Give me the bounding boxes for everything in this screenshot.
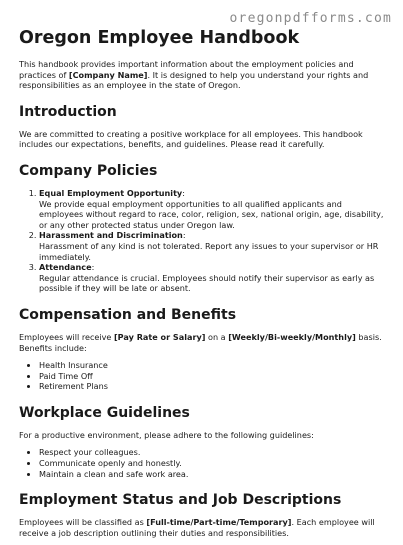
guideline-item: • Maintain a clean and safe work area. [39,469,387,480]
policy-title: Attendance [39,262,92,273]
status-text-after: . Each employee will receive a job description outlining their duties and responsibilities. [19,517,375,538]
guideline-item: • Communicate openly and honestly. [39,458,387,469]
company-name-placeholder: [Company Name] [68,69,148,80]
pay-placeholder: [Pay Rate or Salary] [113,331,206,342]
policy-text: We provide equal employment opportunities to all qualified applicants and employees without regard to race, color, religion, sex, national origin, age, disability, or any other protected status under Oregon law. [39,198,384,230]
page-title: Oregon Employee Handbook [19,28,300,48]
policy-item: 2. Harassment and Discrimination: Harassment of any kind is not tolerated. Report any issues to your supervisor or HR immediately. [39,230,387,262]
introduction-text: We are committed to creating a positive workplace for all employees. This handbook includes our expectations, benefits, and guidelines. Please read it carefully. [19,128,363,150]
compensation-text-after: basis. Benefits include: [19,331,382,353]
compensation-heading: Compensation and Benefits [19,306,237,323]
compensation-text-middle: on a [205,331,229,342]
policy-text: Regular attendance is crucial. Employees should notify their supervisor as early as possible if they will be late or absent. [39,272,375,294]
policy-item: 1. Equal Employment Opportunity: We provide equal employment opportunities to all qualified applicants and employees without regard to race, color, religion, sex, national origin, age, disability, or any other protected status under Oregon law. [39,188,387,230]
policies-list [19,188,387,294]
intro-text-after: . It is designed to help you understand your rights and responsibilities as an employee in the state of Oregon. [19,69,369,91]
guidelines-heading: Workplace Guidelines [19,404,190,421]
policy-title: Equal Employment Opportunity [39,187,183,198]
benefit-item: • Health Insurance [39,360,387,371]
policy-text: Harassment of any kind is not tolerated. Report any issues to your supervisor or HR immediately. [39,240,379,262]
guidelines-text: For a productive environment, please adhere to the following guidelines: [19,429,314,440]
document-page [19,28,387,545]
status-heading: Employment Status and Job Descriptions [19,492,342,509]
benefits-list [19,360,387,392]
compensation-text [19,332,387,353]
classification-placeholder: [Full-time/Part-time/Temporary] [146,517,292,528]
intro-paragraph [19,59,387,91]
benefit-item: • Retirement Plans [39,381,387,392]
policy-title: Harassment and Discrimination [39,230,183,241]
guidelines-list [19,447,387,479]
policy-item: 3. Attendance: Regular attendance is crucial. Employees should notify their supervisor as early as possible if they will be late or absent. [39,262,387,294]
schedule-placeholder: [Weekly/Bi-weekly/Monthly] [228,331,356,342]
benefit-item: • Paid Time Off [39,371,387,382]
guideline-item: • Respect your colleagues. [39,447,387,458]
status-text-before: Employees will be classified as [19,517,147,528]
policies-heading: Company Policies [19,162,158,179]
watermark: oregonpdfforms.com [229,11,392,26]
introduction-heading: Introduction [19,103,117,120]
status-text [19,517,387,538]
compensation-text-before: Employees will receive [19,331,114,342]
intro-text-before: This handbook provides important information about the employment policies and practices of [19,59,354,80]
